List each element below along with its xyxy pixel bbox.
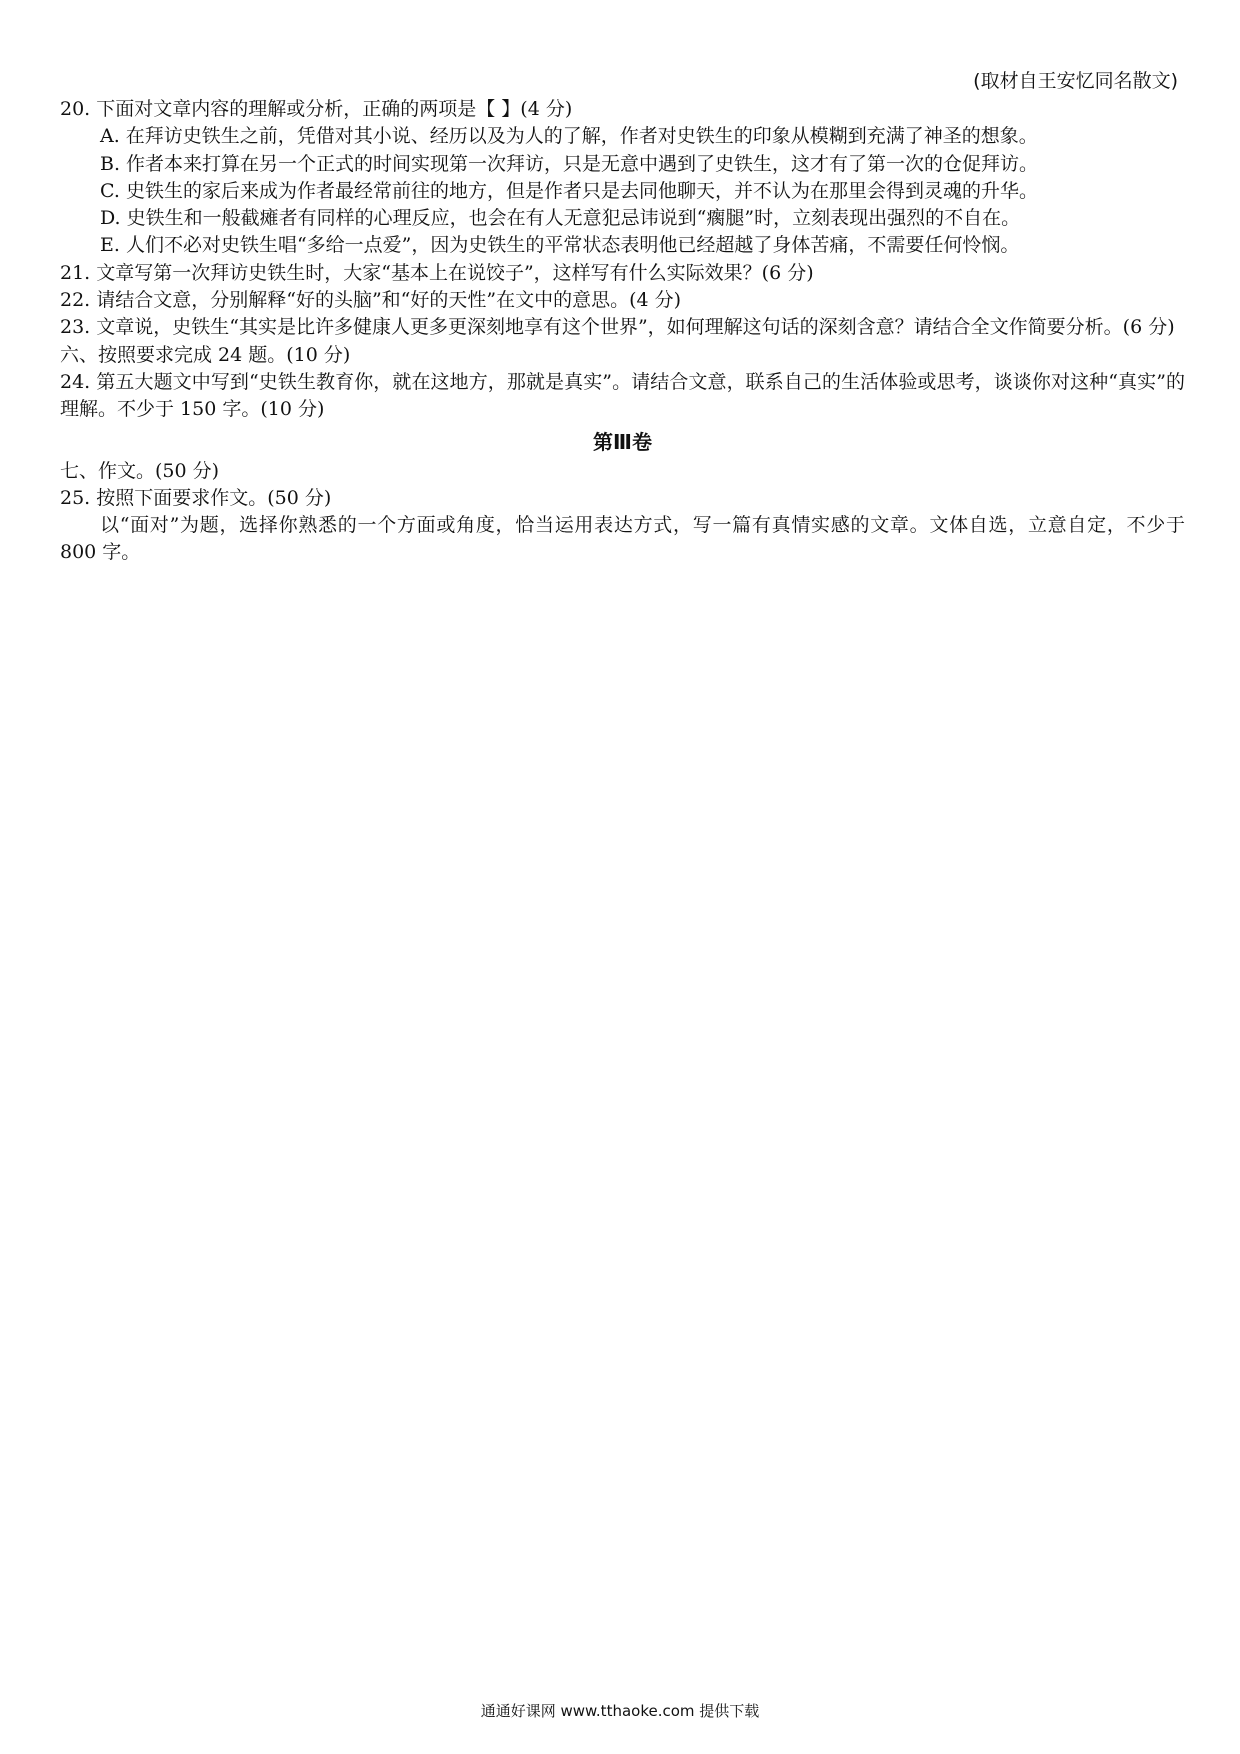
question-20-option-b: B. 作者本来打算在另一个正式的时间实现第一次拜访，只是无意中遇到了史铁生，这才有了第一次的仓促拜访。 <box>100 152 1039 175</box>
source-note: (取材自王安忆同名散文) <box>973 70 1178 92</box>
question-20-option-a: A. 在拜访史铁生之前，凭借对其小说、经历以及为人的了解，作者对史铁生的印象从模糊到充满了神圣的想象。 <box>100 125 1038 148</box>
question-25: 25. 按照下面要求作文。(50 分) <box>60 486 332 509</box>
volume-3-title: 第Ⅲ卷 <box>593 429 652 454</box>
question-20-option-c: C. 史铁生的家后来成为作者最经常前往的地方，但是作者只是去同他聊天，并不认为在那里会得到灵魂的升华。 <box>100 179 1038 202</box>
footer-credit: 通通好课网 www.tthaoke.com 提供下载 <box>480 1702 760 1720</box>
section-7-heading: 七、作文。(50 分) <box>60 459 220 482</box>
section-6-heading: 六、按照要求完成 24 题。(10 分) <box>60 343 351 366</box>
question-list <box>60 96 1185 567</box>
question-23: 23. 文章说，史铁生“其实是比许多健康人更多更深刻地享有这个世界”，如何理解这句话的深刻含意？请结合全文作简要分析。(6 分) <box>60 316 1175 339</box>
question-20-option-e: E. 人们不必对史铁生唱“多给一点爱”，因为史铁生的平常状态表明他已经超越了身体苦痛，不需要任何怜悯。 <box>100 234 1020 257</box>
question-22: 22. 请结合文意，分别解释“好的头脑”和“好的天性”在文中的意思。(4 分) <box>60 289 682 312</box>
question-25-prompt: 以“面对”为题，选择你熟悉的一个方面或角度，恰当运用表达方式，写一篇有真情实感的文章。文体自选，立意自定，不少于 800 字。 <box>60 514 1185 564</box>
question-21: 21. 文章写第一次拜访史铁生时，大家“基本上在说饺子”，这样写有什么实际效果？(6 分) <box>60 261 814 284</box>
question-20-option-d: D. 史铁生和一般截瘫者有同样的心理反应，也会在有人无意犯忌讳说到“瘸腿”时，立刻表现出强烈的不自在。 <box>100 207 1021 230</box>
question-24: 24. 第五大题文中写到“史铁生教育你，就在这地方，那就是真实”。请结合文意，联系自己的生活体验或思考，谈谈你对这种“真实”的理解。不少于 150 字。(10 分) <box>60 370 1185 421</box>
question-20-stem: 20. 下面对文章内容的理解或分析，正确的两项是【 】(4 分) <box>60 98 573 120</box>
